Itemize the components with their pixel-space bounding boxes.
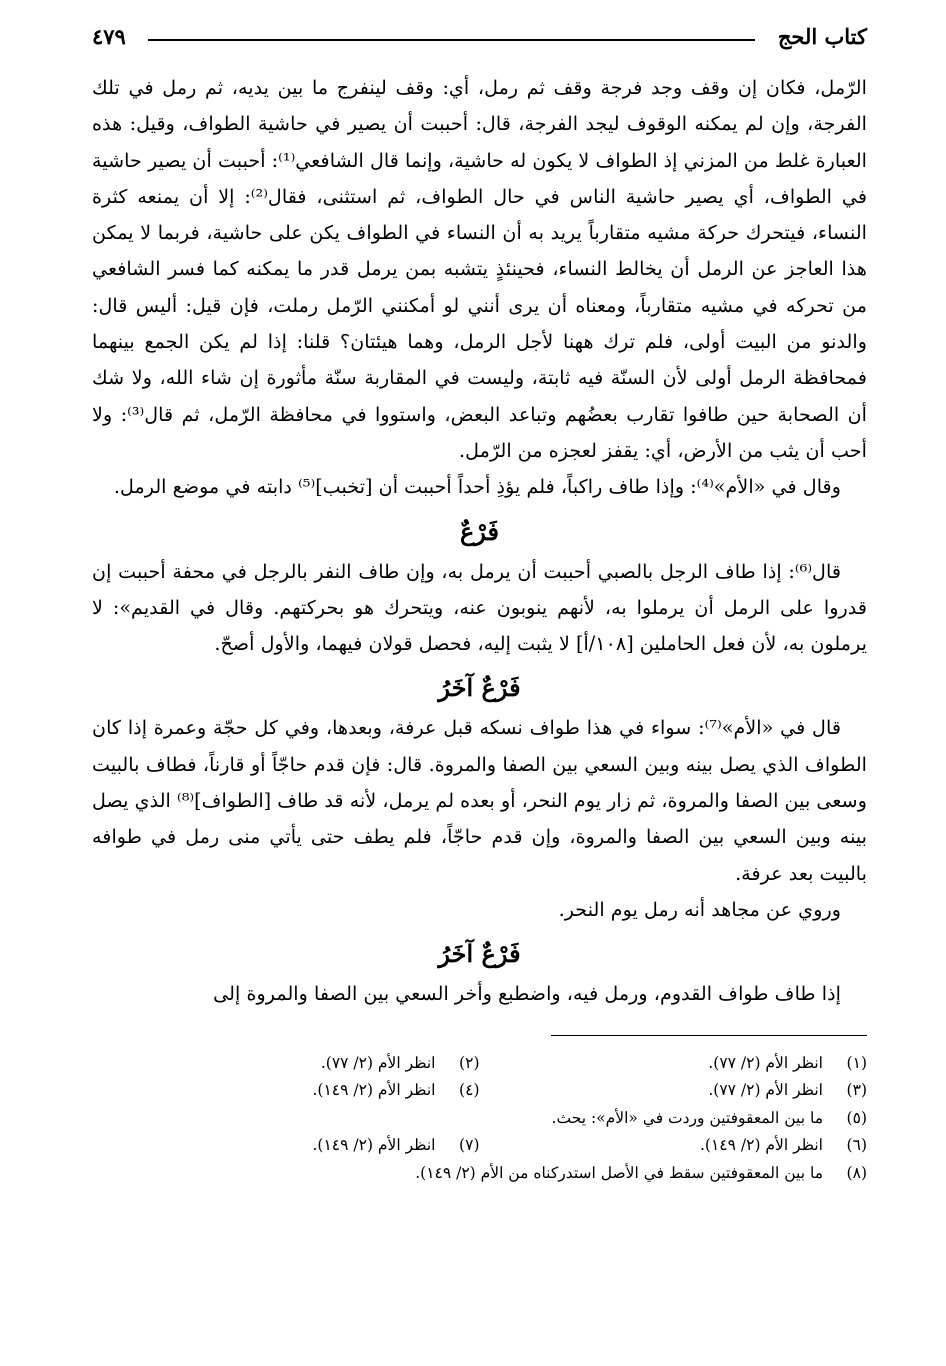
book-title: كتاب الحج	[777, 24, 867, 49]
footnote-1	[480, 1050, 868, 1078]
header-rule	[148, 39, 755, 41]
footnote-text: انظر الأم (٢/ ٧٧).	[320, 1053, 436, 1072]
footnote-row	[92, 1050, 867, 1078]
footnote-number: (٨)	[846, 1163, 867, 1182]
footnote-7	[92, 1132, 480, 1160]
footnote-text: انظر الأم (٢/ ١٤٩).	[312, 1136, 436, 1155]
paragraph-3: قال⁽⁶⁾: إذا طاف الرجل بالصبي أحببت أن يرمل به، وإن طاف النفر بالرجل في محفة أحببت إن قدروا على الرمل أن يرملوا به، لأنهم ينوبون عنه، ويتحرك هو بحركتهم. وقال في القديم»: لا يرملون به، لأن فعل الحاملين [١٠٨/أ] لا يثبت إليه، فحصل قولان فيهما، والأول أصحّ.	[92, 559, 867, 656]
footnotes	[92, 1050, 867, 1188]
footnote-text: ما بين المعقوفتين سقط في الأصل استدركناه من الأم (٢/ ١٤٩).	[415, 1163, 823, 1182]
paragraph-4: قال في «الأم»⁽⁷⁾: سواء في هذا طواف نسكه قبل عرفة، وبعدها، وفي كل حجّة وعمرة إذا كان الطواف الذي يصل بينه وبين السعي بين الصفا والمروة. قال: فإن قدم حاجّاً أو قارناً، فطاف بالبيت وسعى بين الصفا والمروة، ثم زار يوم النحر، أو بعده لم يرمل، لأنه قد طاف [الطواف]⁽⁸⁾ الذي يصل بينه وبين السعي بين الصفا والمروة، وإن قدم حاجّاً، فلم يطف حتى يأتي منى رمل في طوافه بالبيت بعد عرفة.	[92, 716, 867, 885]
footnote-number: (٦)	[846, 1136, 867, 1155]
paragraph-1: الرّمل، فكان إن وقف وجد فرجة وقف ثم رمل، أي: وقف لينفرج ما بين يديه، ثم رمل في تلك الفرجة، وإن لم يمكنه الوقوف ليجد الفرجة، قال: أحببت أن يصير في حاشية الطواف، وقيل: هذه العبارة غلط من المزني إذ الطواف لا يكون له حاشية، وإنما قال الشافعي⁽¹⁾: أحببت أن يصير حاشية في الطواف، أي يصير حاشية الناس في حال الطواف، ثم استثنى، فقال⁽²⁾: إلا أن يمنعه كثرة النساء، فيتحرك حركة مشيه متقارباً يريد به أن النساء في الطواف يكن على حاشية، فربما لا يمكن هذا العاجز عن الرمل أن يخالط النساء، فحينئذٍ يتشبه بمن يرمل قدر ما يمكنه كما فسر الشافعي من تحركه في مشيه متقارباً، ومعناه أن يرى أنني لو أمكنني الرّمل رملت، فإن قيل: أليس قال: والدنو من البيت أولى، فلم ترك ههنا لأجل الرمل، وهما هيئتان؟ قلنا: إذا لم يكن الجمع بينهما فمحافظة الرمل أولى لأن السنّة فيه ثابتة، وليست في المقاربة سنّة مأثورة إن شاء الله، ولا شك أن الصحابة حين طافوا تقارب بعضُهم وتباعد البعض، واستووا في محافظة الرّمل، ثم قال⁽³⁾: ولا أحب أن يثب من الأرض، أي: يقفز لعجزه من الرّمل.	[92, 76, 868, 462]
paragraph-2: وقال في «الأم»⁽⁴⁾: وإذا طاف راكباً، فلم يؤذِ أحداً أحببت أن [تخبب]⁽⁵⁾ دابته في موضع الرمل.	[113, 475, 841, 499]
footnote-text: انظر الأم (٢/ ٧٧).	[708, 1053, 823, 1072]
paragraph-6: إذا طاف طواف القدوم، ورمل فيه، واضطبع وأخر السعي بين الصفا والمروة إلى	[213, 982, 841, 1006]
page-number: ٤٧٩	[92, 24, 126, 49]
footnote-row	[92, 1132, 867, 1160]
footnote-rule	[551, 1035, 867, 1036]
section-heading-3: فَرْعٌ آخَرُ	[438, 939, 521, 969]
footnote-row	[92, 1077, 867, 1105]
footnote-number: (٥)	[846, 1108, 867, 1127]
page-header	[92, 22, 867, 54]
footnote-6	[480, 1132, 868, 1160]
footnote-2	[92, 1050, 480, 1078]
footnote-3	[480, 1077, 868, 1105]
body-text	[92, 70, 867, 1013]
footnote-text: انظر الأم (٢/ ١٤٩).	[700, 1136, 823, 1155]
footnote-8	[92, 1160, 867, 1188]
paragraph-5: وروي عن مجاهد أنه رمل يوم النحر.	[558, 897, 841, 921]
footnote-number: (٣)	[846, 1081, 867, 1100]
footnote-text: انظر الأم (٢/ ٧٧).	[708, 1081, 823, 1100]
footnote-5	[92, 1105, 867, 1133]
footnote-number: (٤)	[459, 1081, 480, 1100]
footnote-number: (٢)	[459, 1053, 480, 1072]
footnote-4	[92, 1077, 480, 1105]
section-heading-2: فَرْعٌ آخَرُ	[438, 673, 521, 703]
page	[92, 22, 867, 1187]
footnote-number: (٧)	[459, 1136, 480, 1155]
section-heading-1: فَرْعٌ	[459, 516, 500, 546]
footnote-text: ما بين المعقوفتين وردت في «الأم»: يحث.	[551, 1108, 823, 1127]
footnote-text: انظر الأم (٢/ ١٤٩).	[312, 1081, 436, 1100]
footnote-number: (١)	[846, 1053, 867, 1072]
